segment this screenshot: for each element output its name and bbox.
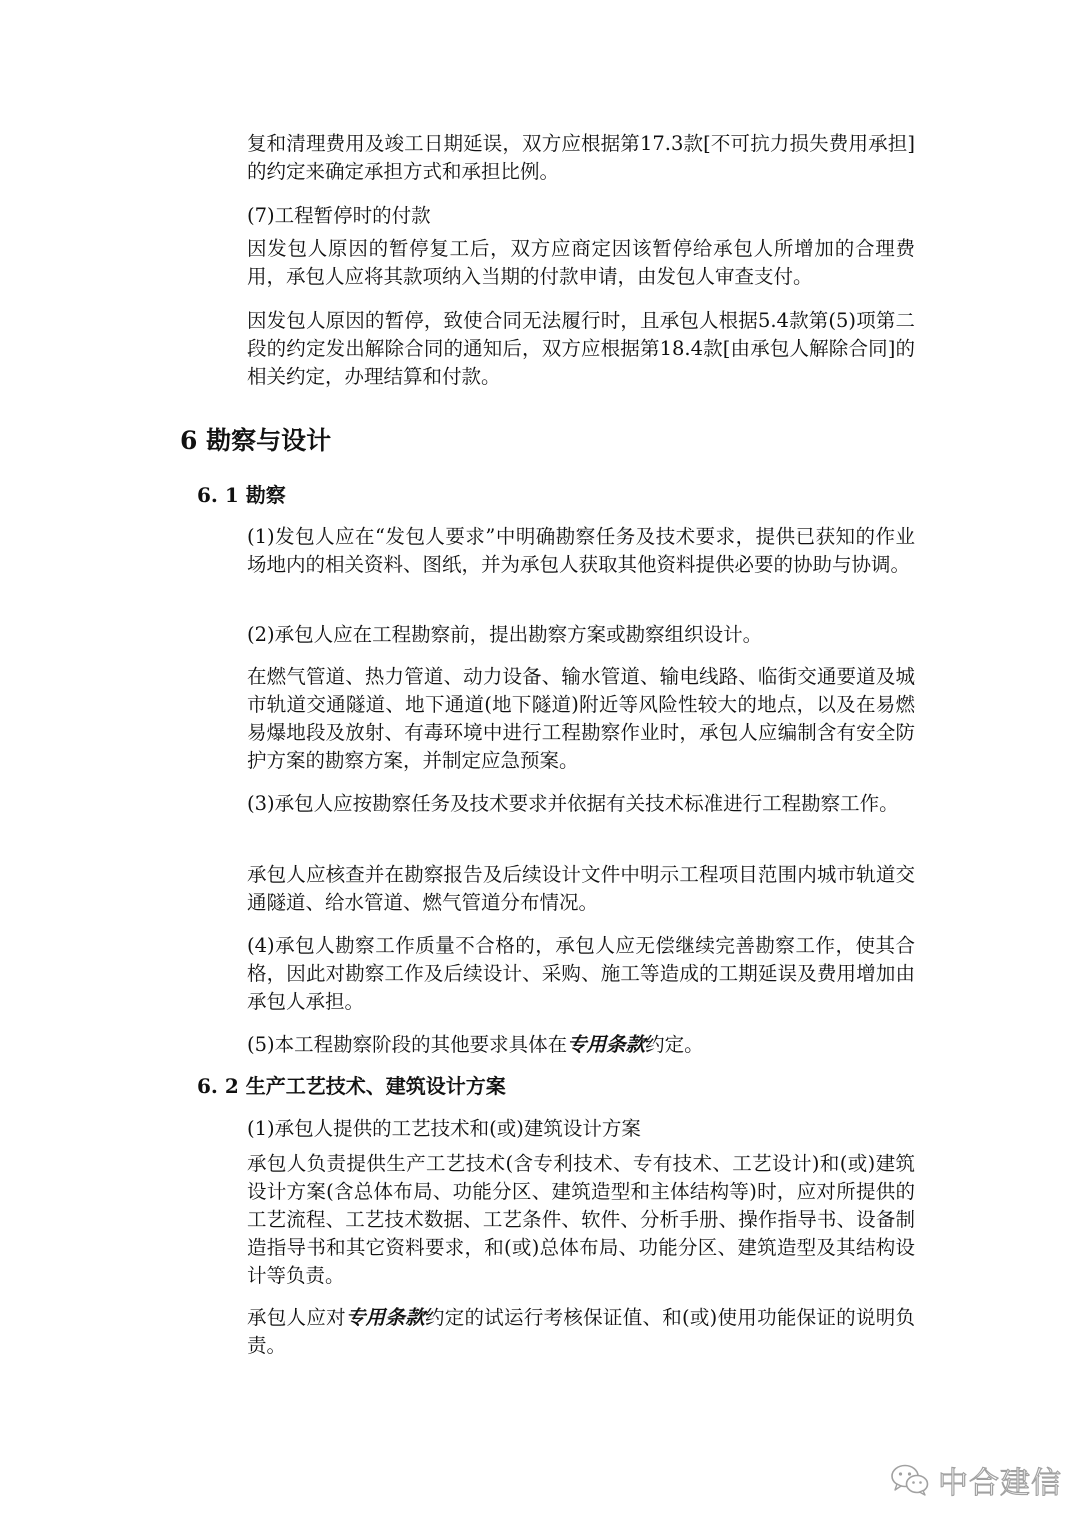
paragraph-6-1-risk: 在燃气管道、热力管道、动力设备、输水管道、输电线路、临街交通要道及城市轨道交通隧道、地下通道(地下隧道)附近等风险性较大的地点，以及在易燃易爆地段及放射、有毒环境中进行工程勘察作业时，承包人应编制含有安全防护方案的勘察方案，并制定应急预案。: [247, 665, 915, 772]
text-run: 约定。: [645, 1033, 704, 1056]
paragraph-continuation: 复和清理费用及竣工日期延误，双方应根据第17.3款[不可抗力损失费用承担]的约定来确定承担方式和承担比例。: [247, 132, 915, 183]
section-6-2-heading: 6. 2 生产工艺技术、建筑设计方案: [197, 1074, 506, 1098]
item-6-2-1-title: (1)承包人提供的工艺技术和(或)建筑设计方案: [247, 1117, 641, 1140]
text-run: 承包人应对: [247, 1306, 346, 1329]
emphasized-term: 专用条款: [345, 1306, 425, 1329]
section-6-1-heading: 6. 1 勘察: [197, 483, 286, 507]
paragraph-6-2-item1: 承包人负责提供生产工艺技术(含专利技术、专有技术、工艺设计)和(或)建筑设计方案(含总体布局、功能分区、建筑造型和主体结构等)时，应对所提供的工艺流程、工艺技术数据、工艺条件、软件、分析手册、操作指导书、设备制造指导书和其它资料要求，和(或)总体布局、功能分区、建筑造型及其结构设计等负责。: [247, 1152, 915, 1287]
section-6-heading: 6 勘察与设计: [180, 426, 332, 455]
wechat-icon: [890, 1463, 930, 1497]
item-7-title: (7)工程暂停时的付款: [247, 204, 431, 227]
paragraph-item7-b: 因发包人原因的暂停，致使合同无法履行时，且承包人根据5.4款第(5)项第二段的约定发出解除合同的通知后，双方应根据第18.4款[由承包人解除合同]的相关约定，办理结算和付款。: [247, 309, 915, 388]
text-run: 约定的试运行考核保证值、和(或)使用功能保证的说明负责。: [247, 1306, 915, 1357]
paragraph-6-2-guarantee: [247, 1304, 915, 1360]
emphasized-term: 专用条款: [567, 1033, 646, 1056]
paragraph-6-1-item5: [247, 1031, 915, 1059]
watermark-text: 中合建信: [938, 1466, 1062, 1501]
text-run: (5)本工程勘察阶段的其他要求具体在: [247, 1033, 568, 1056]
paragraph-6-1-item2: (2)承包人应在工程勘察前，提出勘察方案或勘察组织设计。: [247, 623, 763, 646]
paragraph-6-1-item4: (4)承包人勘察工作质量不合格的，承包人应无偿继续完善勘察工作，使其合格，因此对勘察工作及后续设计、采购、施工等造成的工期延误及费用增加由承包人承担。: [247, 934, 915, 1013]
paragraph-6-1-item3: (3)承包人应按勘察任务及技术要求并依据有关技术标准进行工程勘察工作。: [247, 792, 899, 815]
watermark: [890, 1458, 1062, 1502]
paragraph-item7-a: 因发包人原因的暂停复工后，双方应商定因该暂停给承包人所增加的合理费用，承包人应将其款项纳入当期的付款申请，由发包人审查支付。: [247, 237, 915, 288]
paragraph-6-1-item1: (1)发包人应在“发包人要求”中明确勘察任务及技术要求，提供已获知的作业场地内的相关资料、图纸，并为承包人获取其他资料提供必要的协助与协调。: [247, 525, 915, 576]
paragraph-6-1-check: 承包人应核查并在勘察报告及后续设计文件中明示工程项目范围内城市轨道交通隧道、给水管道、燃气管道分布情况。: [247, 863, 915, 914]
